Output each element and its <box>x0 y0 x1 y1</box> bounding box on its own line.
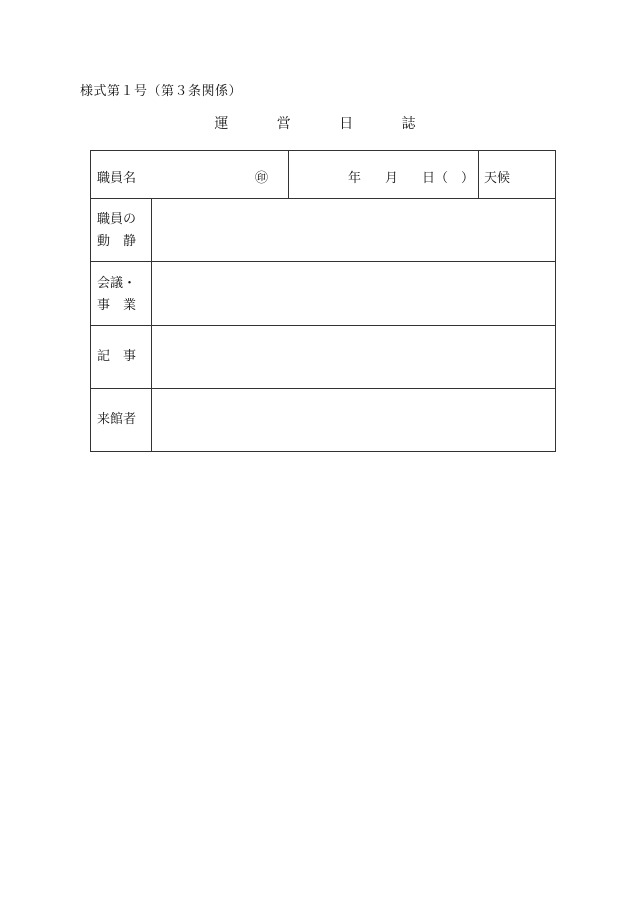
meetings-events-field[interactable] <box>152 262 556 325</box>
title-char: 営 <box>276 116 291 132</box>
seal-icon: ㊞ <box>255 171 269 186</box>
form-number: 様式第１号（第３条関係） <box>80 84 243 99</box>
date-year: 年 <box>348 171 362 186</box>
row-label-notes: 記 事 <box>97 349 137 364</box>
staff-movements-field[interactable] <box>152 199 556 261</box>
visitors-field[interactable] <box>152 389 556 451</box>
date-day: 日（ ） <box>422 171 475 186</box>
row-label-meetings-events: 会議・ 事 業 <box>97 276 137 313</box>
staff-name-label: 職員名 <box>97 171 137 186</box>
document-title <box>0 113 630 133</box>
title-char: 運 <box>214 116 229 132</box>
vline-header-1 <box>288 151 289 198</box>
date-month: 月 <box>385 171 399 186</box>
title-char: 日 <box>339 116 354 132</box>
row-label-visitors: 来館者 <box>97 412 137 427</box>
weather-label: 天候 <box>484 171 511 186</box>
vline-header-2 <box>478 151 479 198</box>
title-char: 誌 <box>401 116 416 132</box>
log-table <box>90 150 556 452</box>
row-label-staff-movements: 職員の 動 静 <box>97 212 137 249</box>
notes-field[interactable] <box>152 326 556 388</box>
